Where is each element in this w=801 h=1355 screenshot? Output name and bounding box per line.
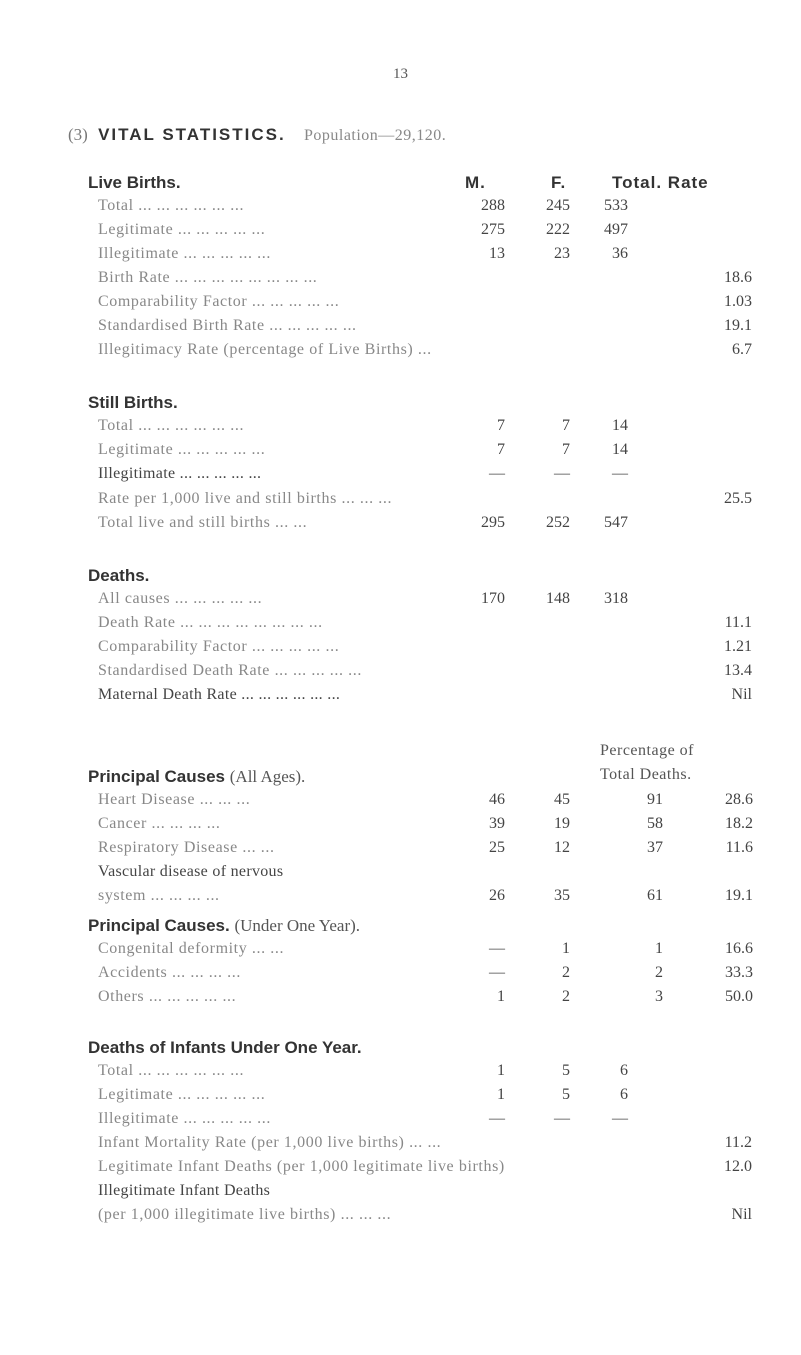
male-value: 25 — [489, 839, 505, 856]
table-row — [0, 662, 801, 686]
heading-live-births: Live Births. — [88, 173, 181, 192]
female-value: 1 — [562, 940, 570, 957]
column-female: F. — [551, 173, 567, 192]
row-label: Infant Mortality Rate (per 1,000 live births) ... ... — [98, 1134, 442, 1151]
percentage-heading — [600, 739, 694, 787]
table-row — [0, 269, 801, 293]
table-row — [0, 341, 801, 365]
population-note: Population—29,120. — [303, 127, 447, 144]
row-label: Accidents ... ... ... ... — [98, 964, 241, 981]
table-row — [0, 417, 801, 441]
female-value: 5 — [562, 1086, 570, 1103]
row-label: Standardised Birth Rate ... ... ... ... ... — [98, 317, 357, 334]
percentage-value: 19.1 — [725, 887, 753, 904]
table-row — [0, 815, 801, 839]
row-label: Legitimate ... ... ... ... ... — [98, 1086, 266, 1103]
female-value: 35 — [554, 887, 570, 904]
male-value: 1 — [497, 988, 505, 1005]
table-row — [0, 791, 801, 815]
table-row — [0, 1182, 801, 1206]
total-value: — — [612, 465, 628, 482]
page-number: 13 — [393, 66, 408, 82]
row-label: Illegitimate ... ... ... ... ... — [98, 1110, 271, 1127]
table-row — [0, 1134, 801, 1158]
page-title — [68, 125, 446, 145]
percentage-value: 33.3 — [725, 964, 753, 981]
heading-principal-causes — [88, 767, 305, 787]
table-row — [0, 1062, 801, 1086]
row-label: Comparability Factor ... ... ... ... ... — [98, 638, 340, 655]
percentage-value: 28.6 — [725, 791, 753, 808]
total-value: 2 — [655, 964, 663, 981]
male-value: 7 — [497, 441, 505, 458]
male-value: — — [489, 964, 505, 981]
male-value: 170 — [481, 590, 505, 607]
row-label: Others ... ... ... ... ... — [98, 988, 237, 1005]
percentage-value: 18.2 — [725, 815, 753, 832]
table-row — [0, 1110, 801, 1134]
section-title: VITAL STATISTICS. — [98, 125, 286, 144]
total-value: 14 — [612, 417, 628, 434]
percentage-value: 50.0 — [725, 988, 753, 1005]
rate-value: Nil — [731, 686, 752, 703]
table-row — [0, 245, 801, 269]
male-value: 275 — [481, 221, 505, 238]
total-value: 6 — [620, 1086, 628, 1103]
female-value: 7 — [562, 417, 570, 434]
percentage-value: 11.6 — [725, 839, 753, 856]
table-row — [0, 988, 801, 1012]
table-row — [0, 964, 801, 988]
table-row — [0, 514, 801, 538]
column-male: M. — [465, 173, 486, 192]
male-value: 39 — [489, 815, 505, 832]
heading-deaths: Deaths. — [88, 566, 150, 585]
row-label: Rate per 1,000 live and still births ... ... ... — [98, 490, 393, 507]
table-row — [0, 221, 801, 245]
female-value: 7 — [562, 441, 570, 458]
table-row — [0, 638, 801, 662]
table-row — [0, 686, 801, 710]
table-row — [0, 839, 801, 863]
total-value: 37 — [647, 839, 663, 856]
total-value: 91 — [647, 791, 663, 808]
total-value: 14 — [612, 441, 628, 458]
heading-principal-causes-sub: (All Ages). — [229, 767, 306, 786]
male-value: 26 — [489, 887, 505, 904]
row-label: Total live and still births ... ... — [98, 514, 308, 531]
table-row — [0, 197, 801, 221]
heading-principal-causes-infant — [88, 916, 360, 936]
table-row — [0, 863, 801, 887]
female-value: 5 — [562, 1062, 570, 1079]
female-value: 245 — [546, 197, 570, 214]
row-label: Illegitimacy Rate (percentage of Live Births) ... — [98, 341, 432, 358]
row-label: Total ... ... ... ... ... ... — [98, 417, 245, 434]
female-value: 148 — [546, 590, 570, 607]
male-value: 1 — [497, 1086, 505, 1103]
row-label: Legitimate Infant Deaths (per 1,000 legitimate live births) — [98, 1158, 505, 1175]
row-label: Cancer ... ... ... ... — [98, 815, 221, 832]
row-label: Comparability Factor ... ... ... ... ... — [98, 293, 340, 310]
table-row — [0, 887, 801, 911]
heading-principal-causes-text: Principal Causes — [88, 767, 226, 786]
rate-value: Nil — [731, 1206, 752, 1223]
total-value: — — [612, 1110, 628, 1127]
rate-value: 1.21 — [724, 638, 752, 655]
rate-value: 12.0 — [724, 1158, 752, 1175]
female-value: 45 — [554, 791, 570, 808]
row-label: Illegitimate ... ... ... ... ... — [98, 465, 262, 482]
female-value: 2 — [562, 964, 570, 981]
heading-still-births: Still Births. — [88, 393, 178, 412]
heading-infant-deaths: Deaths of Infants Under One Year. — [88, 1038, 362, 1057]
total-value: 547 — [604, 514, 628, 531]
row-label: Total ... ... ... ... ... ... — [98, 1062, 245, 1079]
table-row — [0, 441, 801, 465]
row-label: Total ... ... ... ... ... ... — [98, 197, 245, 214]
rate-value: 1.03 — [724, 293, 752, 310]
row-label: Illegitimate ... ... ... ... ... — [98, 245, 271, 262]
rate-value: 18.6 — [724, 269, 752, 286]
rate-value: 11.2 — [724, 1134, 752, 1151]
percentage-value: 16.6 — [725, 940, 753, 957]
table-row — [0, 614, 801, 638]
row-label: Maternal Death Rate ... ... ... ... ... ... — [98, 686, 341, 703]
male-value: — — [489, 940, 505, 957]
row-label: Legitimate ... ... ... ... ... — [98, 221, 266, 238]
male-value: — — [489, 1110, 505, 1127]
percentage-heading-line2: Total Deaths. — [600, 766, 692, 783]
row-label: All causes ... ... ... ... ... — [98, 590, 263, 607]
table-row — [0, 1206, 801, 1230]
male-value: — — [489, 465, 505, 482]
total-value: 58 — [647, 815, 663, 832]
heading-principal-causes-infant-text: Principal Causes. — [88, 916, 230, 935]
female-value: 222 — [546, 221, 570, 238]
female-value: 12 — [554, 839, 570, 856]
rate-value: 11.1 — [724, 614, 752, 631]
total-value: 497 — [604, 221, 628, 238]
total-value: 36 — [612, 245, 628, 262]
row-label: Vascular disease of nervous — [98, 863, 284, 880]
rate-value: 13.4 — [724, 662, 752, 679]
male-value: 288 — [481, 197, 505, 214]
total-value: 3 — [655, 988, 663, 1005]
female-value: 23 — [554, 245, 570, 262]
table-row — [0, 465, 801, 489]
table-row — [0, 317, 801, 341]
percentage-heading-line1: Percentage of — [600, 742, 695, 759]
female-value: 19 — [554, 815, 570, 832]
table-row — [0, 940, 801, 964]
row-label: Standardised Death Rate ... ... ... ... ... — [98, 662, 362, 679]
total-value: 1 — [655, 940, 663, 957]
total-value: 533 — [604, 197, 628, 214]
total-value: 6 — [620, 1062, 628, 1079]
female-value: — — [554, 1110, 570, 1127]
row-label: Birth Rate ... ... ... ... ... ... ... ... — [98, 269, 318, 286]
heading-principal-causes-infant-sub: (Under One Year). — [234, 916, 361, 935]
row-label: system ... ... ... ... — [98, 887, 220, 904]
row-label: Legitimate ... ... ... ... ... — [98, 441, 266, 458]
row-label: Illegitimate Infant Deaths — [98, 1182, 271, 1199]
row-label: Respiratory Disease ... ... — [98, 839, 275, 856]
row-label: (per 1,000 illegitimate live births) ... ... ... — [98, 1206, 392, 1223]
total-value: 318 — [604, 590, 628, 607]
male-value: 13 — [489, 245, 505, 262]
male-value: 7 — [497, 417, 505, 434]
table-row — [0, 293, 801, 317]
column-total-rate: Total. Rate — [612, 173, 709, 192]
rate-value: 25.5 — [724, 490, 752, 507]
male-value: 295 — [481, 514, 505, 531]
table-row — [0, 490, 801, 514]
rate-value: 19.1 — [724, 317, 752, 334]
female-value: 2 — [562, 988, 570, 1005]
table-row — [0, 1158, 801, 1182]
male-value: 1 — [497, 1062, 505, 1079]
total-value: 61 — [647, 887, 663, 904]
table-row — [0, 1086, 801, 1110]
section-number: (3) — [68, 125, 88, 144]
row-label: Death Rate ... ... ... ... ... ... ... ... — [98, 614, 323, 631]
rate-value: 6.7 — [732, 341, 752, 358]
male-value: 46 — [489, 791, 505, 808]
table-row — [0, 590, 801, 614]
female-value: — — [554, 465, 570, 482]
row-label: Heart Disease ... ... ... — [98, 791, 251, 808]
female-value: 252 — [546, 514, 570, 531]
row-label: Congenital deformity ... ... — [98, 940, 285, 957]
